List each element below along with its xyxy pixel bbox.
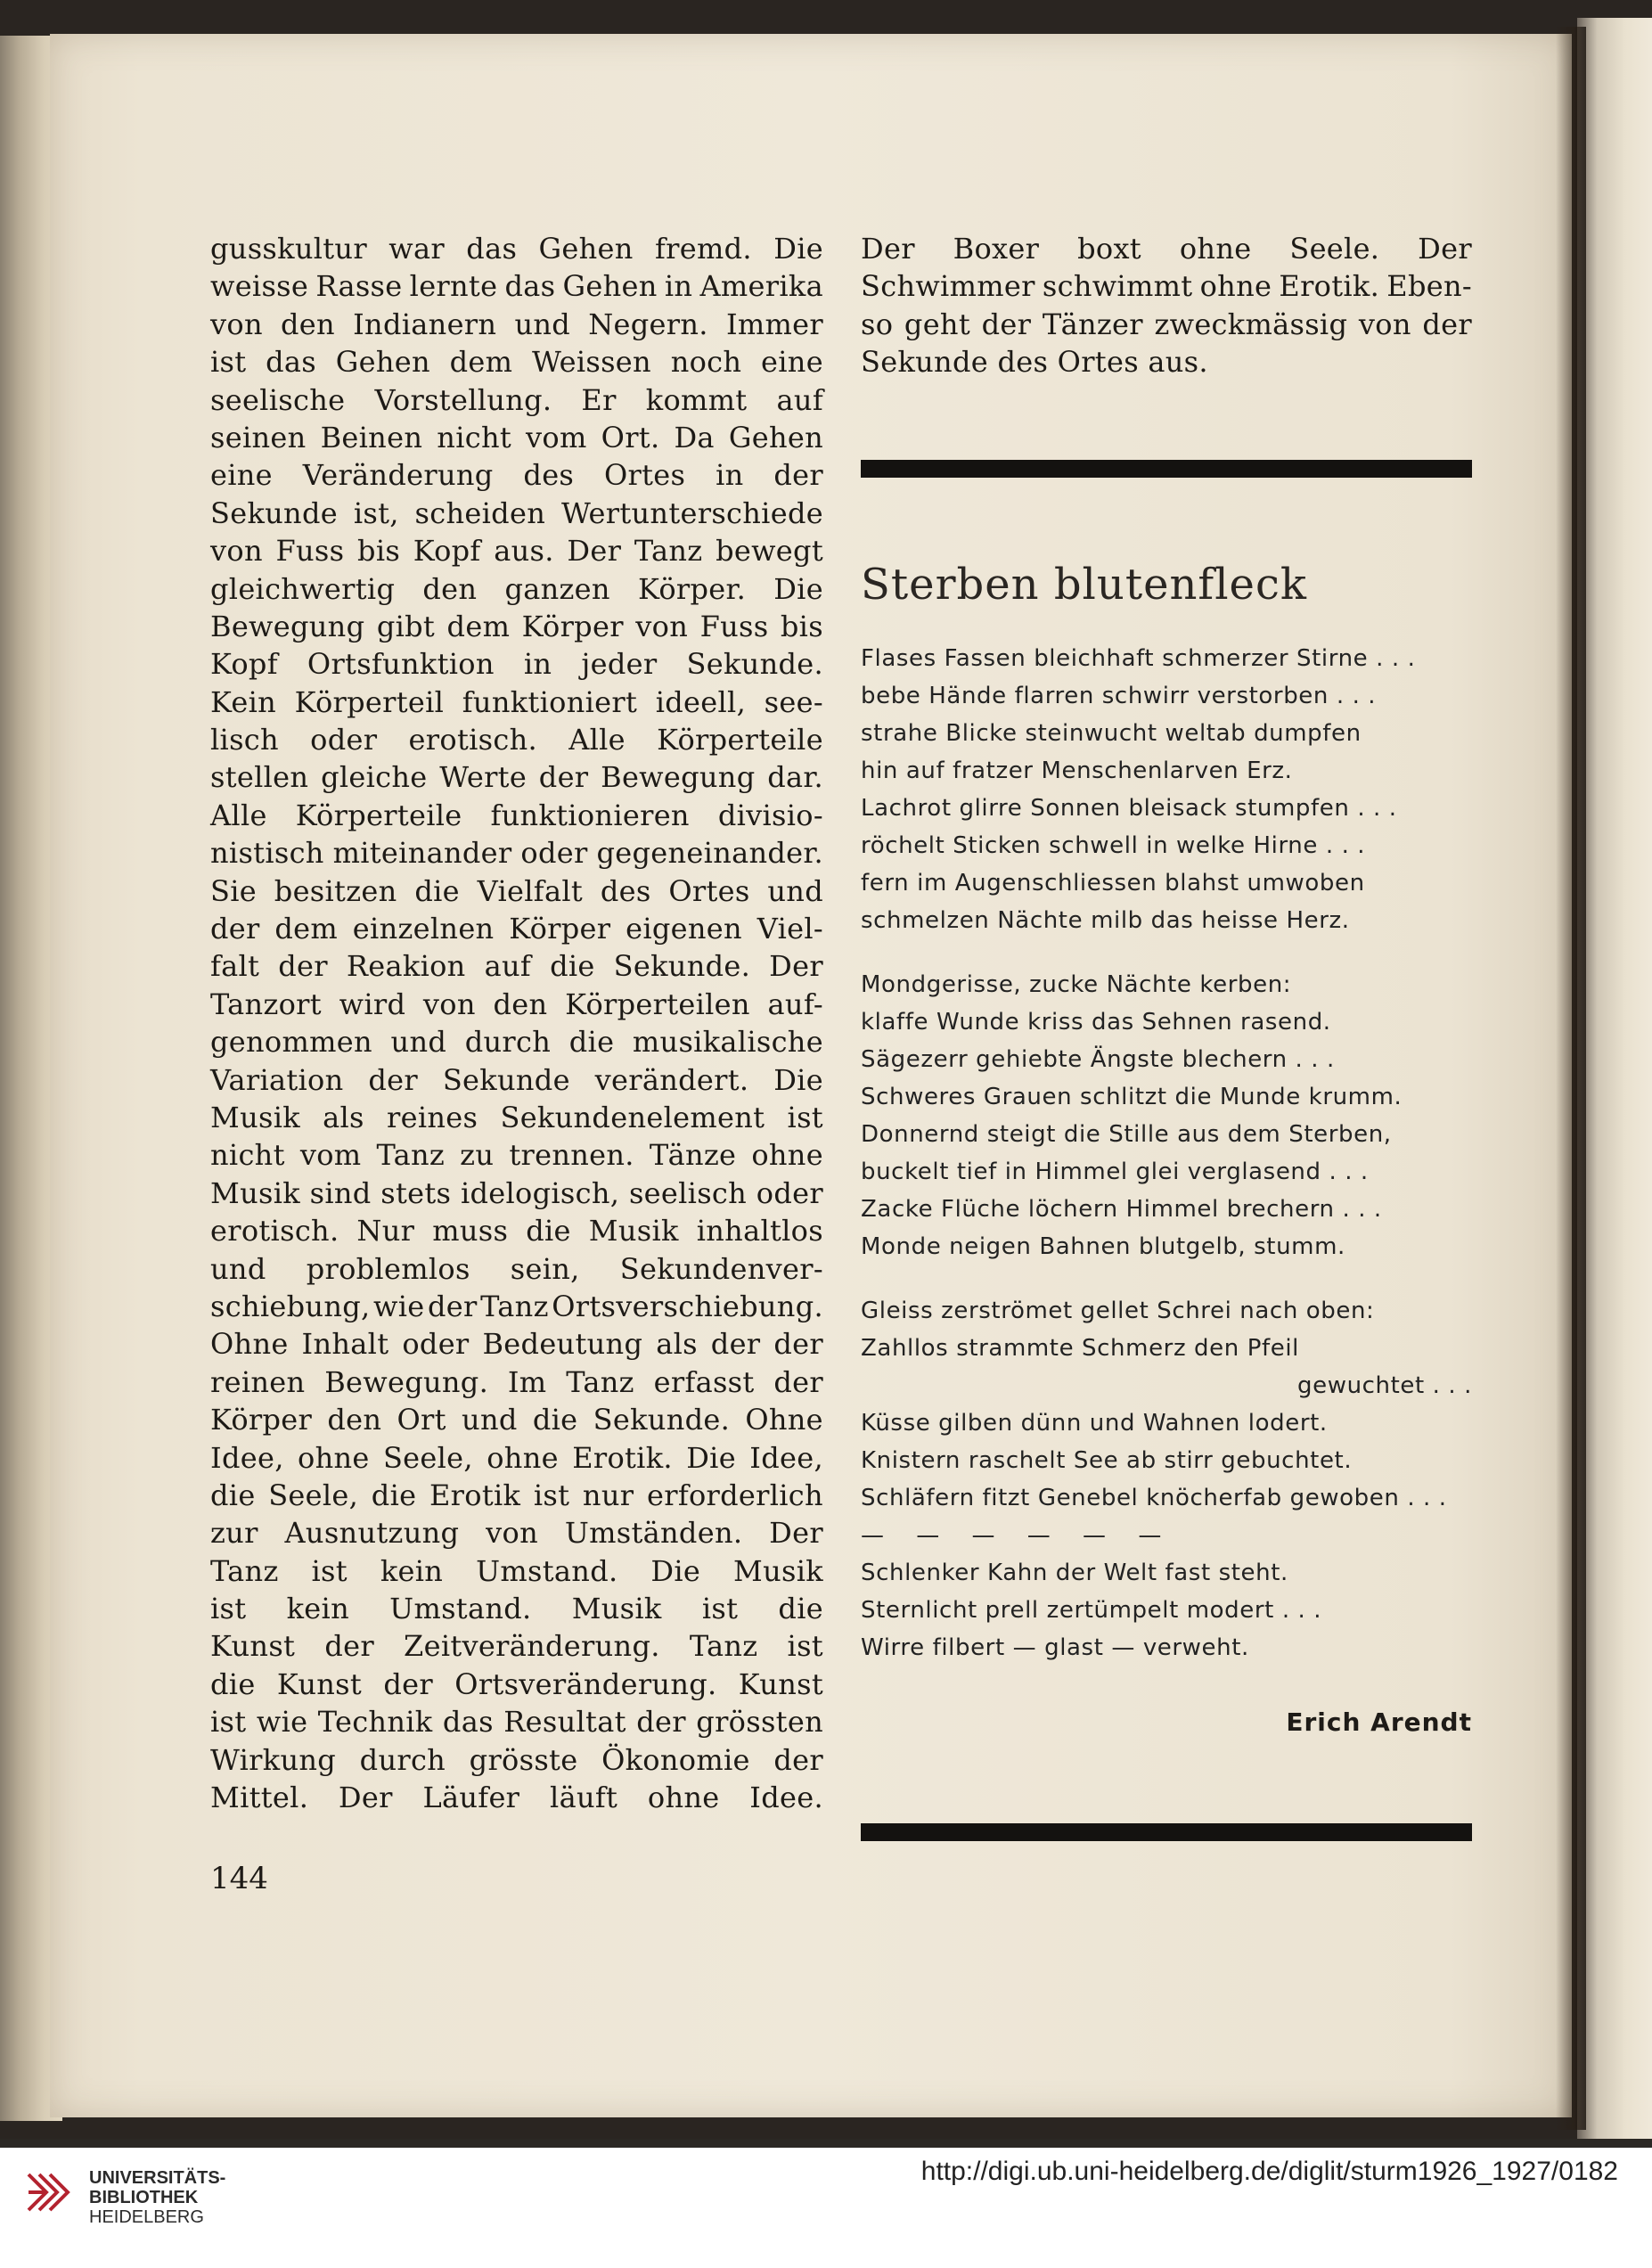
text-line: Kopf Ortsfunktion in jeder Sekunde. [210,647,823,682]
poem-line: Schweres Grauen schlitzt die Munde krumm. [861,1084,1403,1110]
poem-line: fern im Augenschliessen blahst umwoben [861,870,1365,897]
text-line: Wirkung durch grösste Ökonomie der [210,1742,823,1777]
text-line: Bewegung gibt dem Körper von Fuss bis [210,609,823,643]
text-line: Schwimmer schwimmt ohne Erotik. Eben- [861,269,1472,304]
text-line: Idee, ohne Seele, ohne Erotik. Die Idee, [210,1440,823,1475]
poem-line: Schläfern fitzt Genebel knöcherfab gewoben . . . [861,1485,1447,1511]
text-line: schiebung, wie der Tanz Ortsverschiebung. [210,1289,823,1323]
text-line: ist das Gehen dem Weissen noch eine [210,345,823,380]
poem-line: — — — — — — [861,1522,1174,1549]
text-line: von den Indianern und Negern. Immer [210,307,823,341]
text-line: so geht der Tänzer zweckmässig von der [861,307,1472,341]
stanza-gap [861,1265,1476,1292]
text-line: seinen Beinen nicht vom Ort. Da Gehen [210,420,823,454]
text-line: Kein Körperteil funktioniert ideell, see- [210,684,823,719]
horizontal-rule-bottom [861,1823,1472,1841]
poem-line: Flases Fassen bleichhaft schmerzer Stirne . . . [861,645,1416,672]
text-line: erotisch. Nur muss die Musik inhaltlos [210,1214,823,1249]
poem-line: Knistern raschelt See ab stirr gebuchtet. [861,1447,1353,1474]
facing-page-edge [1577,18,1652,2139]
poem-line: Sternlicht prell zertümpelt modert . . . [861,1597,1322,1624]
poem-line: Wirre filbert — glast — verweht. [861,1634,1249,1661]
text-line: Ohne Inhalt oder Bedeutung als der der [210,1327,823,1362]
poem-line: hin auf fratzer Menschenlarven Erz. [861,757,1293,784]
poem-line: gewuchtet . . . [1297,1372,1472,1399]
logo-line-3: HEIDELBERG [89,2207,204,2227]
poem-body [861,640,1476,1666]
poem-line: klaffe Wunde kriss das Sehnen rasend. [861,1009,1331,1036]
text-line: nistisch miteinander oder gegeneinander. [210,836,823,871]
source-url[interactable]: http://digi.ub.uni-heidelberg.de/diglit/sturm1926_1927/0182 [920,2157,1618,2186]
text-line: Tanz ist kein Umstand. Die Musik [210,1553,823,1588]
poem-line: Donnernd steigt die Stille aus dem Sterben, [861,1121,1392,1148]
text-line: zur Ausnutzung von Umständen. Der [210,1516,823,1551]
library-logo-icon [20,2162,84,2226]
logo-line-1: UNIVERSITÄTS- [89,2168,226,2188]
poem-author: Erich Arendt [1286,1707,1472,1737]
text-line: Kunst der Zeitveränderung. Tanz ist [210,1629,823,1664]
poem-line: schmelzen Nächte milb das heisse Herz. [861,907,1350,934]
poem-line: Zacke Flüche löchern Himmel brechern . . . [861,1196,1382,1223]
poem-line: Monde neigen Bahnen blutgelb, stumm. [861,1233,1345,1260]
text-line: nicht vom Tanz zu trennen. Tänze ohne [210,1138,823,1173]
poem-title: Sterben blutenfleck [861,560,1307,610]
poem-line: Lachrot glirre Sonnen bleisack stumpfen . . . [861,795,1397,822]
text-line: seelische Vorstellung. Er kommt auf [210,382,823,417]
text-line: reinen Bewegung. Im Tanz erfasst der [210,1364,823,1399]
text-line: ist wie Technik das Resultat der grössten [210,1705,823,1740]
text-line: ist kein Umstand. Musik ist die [210,1592,823,1626]
poem-line: Schlenker Kahn der Welt fast steht. [861,1560,1288,1586]
logo-line-2: BIBLIOTHEK [89,2188,199,2207]
text-line: Der Boxer boxt ohne Seele. Der [861,232,1472,266]
text-line: gleichwertig den ganzen Körper. Die [210,571,823,606]
left-text-column [210,230,823,1816]
poem-line: Sägezerr gehiebte Ängste blechern . . . [861,1046,1335,1073]
text-line: der dem einzelnen Körper eigenen Viel- [210,912,823,946]
poem-line: Mondgerisse, zucke Nächte kerben: [861,971,1292,998]
text-line: die Seele, die Erotik ist nur erforderlich [210,1478,823,1512]
text-line: weisse Rasse lernte das Gehen in Amerika [210,269,823,304]
text-line: und problemlos sein, Sekundenver- [210,1251,823,1286]
text-line: Musik sind stets idelogisch, seelisch oder [210,1175,823,1210]
stanza-gap [861,939,1476,966]
text-line: falt der Reakion auf die Sekunde. Der [210,949,823,984]
poem-line: Zahllos strammte Schmerz den Pfeil [861,1335,1299,1362]
text-line: von Fuss bis Kopf aus. Der Tanz bewegt [210,534,823,569]
text-line: Sekunde des Ortes aus. [861,345,1208,380]
poem-line: bebe Hände flarren schwirr verstorben . . . [861,683,1377,709]
text-line: Sie besitzen die Vielfalt des Ortes und [210,873,823,908]
text-line: Körper den Ort und die Sekunde. Ohne [210,1403,823,1437]
text-line: Tanzort wird von den Körperteilen auf- [210,987,823,1021]
poem-line: buckelt tief in Himmel glei verglasend . . . [861,1159,1369,1185]
text-line: Mittel. Der Läufer läuft ohne Idee. [210,1781,823,1815]
text-line: Musik als reines Sekundenelement ist [210,1100,823,1134]
right-text-column [861,230,1472,381]
text-line: eine Veränderung des Ortes in der [210,458,823,493]
page-number: 144 [210,1861,268,1896]
text-line: die Kunst der Ortsveränderung. Kunst [210,1666,823,1701]
poem-line: röchelt Sticken schwell in welke Hirne . . . [861,832,1366,859]
library-logo-text [89,2168,225,2227]
text-line: Variation der Sekunde verändert. Die [210,1062,823,1097]
text-line: gusskultur war das Gehen fremd. Die [210,232,823,266]
poem-line: Gleiss zerströmet gellet Schrei nach oben: [861,1298,1375,1324]
text-line: Alle Körperteile funktionieren divisio- [210,798,823,832]
poem-line: strahe Blicke steinwucht weltab dumpfen [861,720,1362,747]
horizontal-rule-top [861,460,1472,478]
text-line: Sekunde ist, scheiden Wertunterschiede [210,495,823,530]
text-line: genommen und durch die musikalische [210,1025,823,1060]
text-line: stellen gleiche Werte der Bewegung dar. [210,760,823,795]
book-gutter [1556,27,1586,2130]
poem-line: Küsse gilben dünn und Wahnen lodert. [861,1410,1328,1437]
text-line: lisch oder erotisch. Alle Körperteile [210,723,823,757]
